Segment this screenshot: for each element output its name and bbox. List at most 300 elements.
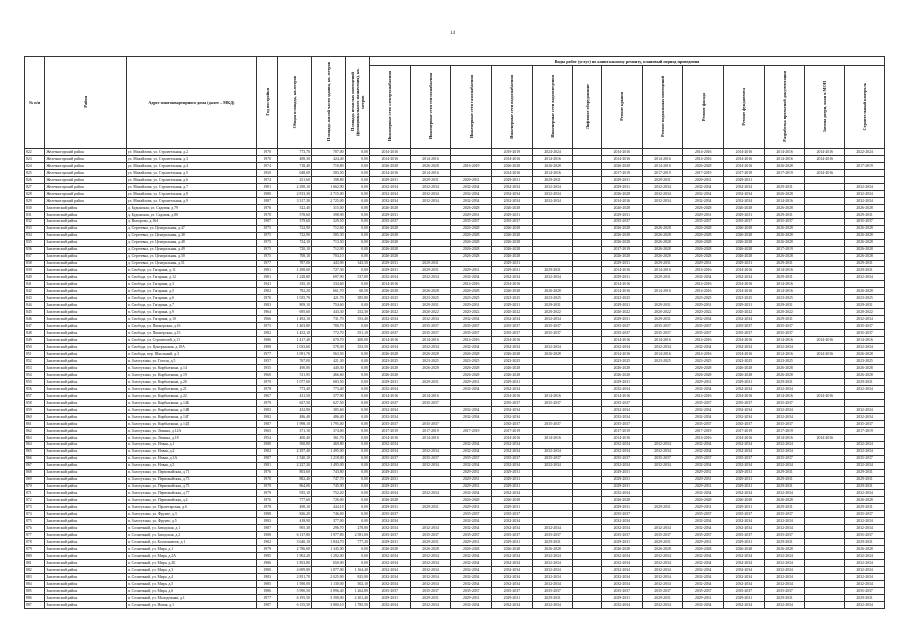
cell-year: 1983 — [257, 518, 278, 525]
cell-work-period: 2032-2034 — [845, 567, 885, 574]
cell-work-period — [805, 511, 845, 518]
cell-work-period: 2032-2034 — [369, 274, 410, 281]
cell-work-period — [642, 295, 683, 302]
cell-nonres-area: 278,80 — [345, 525, 369, 532]
cell-work-period: 2026-2028 — [410, 365, 451, 372]
cell-living-area: 486,40 — [311, 413, 345, 420]
cell-address: п. Золотухино, ул. Новая, д.3А — [126, 455, 256, 462]
cell-work-period — [532, 281, 573, 288]
cell-work-period — [573, 462, 601, 469]
cell-address: п. Золотухино, ул. Кирбыткина, д.14Д — [126, 420, 256, 427]
cell-work-period: 2029-2031 — [642, 595, 683, 602]
cell-work-period: 2032-2034 — [451, 406, 492, 413]
cell-work-period: 2029-2031 — [410, 504, 451, 511]
cell-total-area: 809,10 — [278, 302, 312, 309]
cell-work-period: 2032-2034 — [845, 448, 885, 455]
cell-work-period: 2026-2028 — [724, 225, 765, 232]
cell-work-period: 2035-2037 — [642, 532, 683, 539]
cell-work-period: 2026-2028 — [369, 253, 410, 260]
cell-work-period: 2029-2031 — [410, 260, 451, 267]
cell-num: 869 — [25, 476, 45, 483]
cell-work-period: 2017-2019 — [601, 246, 642, 253]
cell-work-period: 2020-2022 — [492, 309, 533, 316]
cell-total-area: 2 813,30 — [278, 190, 312, 197]
cell-work-period: 2026-2028 — [492, 239, 533, 246]
cell-work-period — [410, 218, 451, 225]
cell-year: 1974 — [257, 162, 278, 169]
cell-work-period — [764, 176, 805, 183]
cell-work-period: 2035-2037 — [724, 330, 765, 337]
cell-work-period: 2032-2034 — [492, 406, 533, 413]
cell-work-period: 2026-2028 — [601, 162, 642, 169]
cell-work-period: 2026-2028 — [492, 246, 533, 253]
cell-work-period: 2026-2028 — [451, 204, 492, 211]
cell-work-period — [532, 497, 573, 504]
cell-nonres-area: 0,00 — [345, 420, 369, 427]
cell-district: Заилтовский район — [45, 441, 126, 448]
cell-work-period — [642, 204, 683, 211]
cell-work-period: 2032-2034 — [532, 553, 573, 560]
cell-living-area: 683,50 — [311, 378, 345, 385]
cell-work-period: 2032-2034 — [451, 518, 492, 525]
cell-work-period — [451, 399, 492, 406]
cell-work-period: 2032-2034 — [492, 490, 533, 497]
cell-work-period: 2026-2028 — [845, 351, 885, 358]
cell-district: Заилтовский район — [45, 392, 126, 399]
cell-work-period — [410, 204, 451, 211]
cell-work-period: 2032-2034 — [683, 190, 724, 197]
cell-work-period — [805, 358, 845, 365]
cell-work-period: 2026-2028 — [492, 372, 533, 379]
cell-work-period: 2032-2034 — [532, 316, 573, 323]
cell-work-period: 2026-2028 — [845, 246, 885, 253]
cell-work-period: 2029-2031 — [764, 539, 805, 546]
col-total-area: Общая площадь, кв.метров — [278, 57, 312, 149]
cell-living-area: 1 877,00 — [311, 567, 345, 574]
cell-work-period: 2029-2031 — [601, 476, 642, 483]
cell-living-area: 444,10 — [311, 504, 345, 511]
cell-work-period — [532, 518, 573, 525]
cell-work-period: 2029-2031 — [642, 539, 683, 546]
cell-district: Заилтовский район — [45, 288, 126, 295]
table-row — [25, 595, 885, 602]
cell-work-period: 2029-2031 — [724, 504, 765, 511]
cell-living-area: 1 977,80 — [311, 532, 345, 539]
cell-work-period: 2026-2028 — [724, 246, 765, 253]
cell-total-area: 379,60 — [278, 218, 312, 225]
cell-work-period: 2014-2016 — [601, 197, 642, 204]
table-row — [25, 385, 885, 392]
cell-work-period — [410, 385, 451, 392]
cell-work-period: 2035-2037 — [532, 455, 573, 462]
cell-living-area: 2 025,90 — [311, 574, 345, 581]
cell-work-period: 2032-2034 — [683, 490, 724, 497]
cell-year: 1977 — [257, 595, 278, 602]
cell-work-period — [573, 372, 601, 379]
cell-address: п. Солнечный, ул. Мира, д.2Б — [126, 560, 256, 567]
cell-work-period: 2035-2037 — [764, 588, 805, 595]
table-row — [25, 344, 885, 351]
cell-work-period — [573, 274, 601, 281]
cell-work-period: 2032-2034 — [845, 525, 885, 532]
cell-work-period: 2032-2034 — [724, 385, 765, 392]
cell-work-period: 2029-2031 — [724, 378, 765, 385]
cell-work-period: 2032-2034 — [532, 581, 573, 588]
cell-work-period — [805, 567, 845, 574]
cell-total-area: 2 227,30 — [278, 462, 312, 469]
col-work-5: Лифтовое оборудование — [573, 66, 601, 149]
cell-year: 1981 — [257, 267, 278, 274]
cell-num: 851 — [25, 351, 45, 358]
cell-work-period: 2032-2034 — [492, 385, 533, 392]
cell-work-period: 2029-2031 — [845, 476, 885, 483]
cell-work-period — [805, 574, 845, 581]
cell-work-period — [573, 197, 601, 204]
cell-address: п. Золотухино, ул. Первомайская, д.71 — [126, 469, 256, 476]
cell-year: 1965 — [257, 427, 278, 434]
cell-work-period — [573, 344, 601, 351]
cell-work-period — [573, 246, 601, 253]
cell-num: 866 — [25, 455, 45, 462]
cell-total-area: 5 990,50 — [278, 588, 312, 595]
cell-work-period: 2029-2031 — [369, 483, 410, 490]
cell-work-period — [642, 365, 683, 372]
cell-work-period: 2032-2034 — [492, 567, 533, 574]
cell-work-period: 2014-2016 — [724, 155, 765, 162]
cell-work-period: 2032-2034 — [683, 581, 724, 588]
cell-district: Заилтовский район — [45, 448, 126, 455]
cell-total-area: 490,10 — [278, 504, 312, 511]
cell-district: Заилтовский район — [45, 399, 126, 406]
cell-address: ул. Михайлова, ул. Строительная, д.8 — [126, 190, 256, 197]
cell-work-period: 2029-2031 — [532, 176, 573, 183]
cell-work-period: 2035-2037 — [683, 330, 724, 337]
cell-work-period: 2032-2034 — [410, 344, 451, 351]
cell-work-period: 2026-2028 — [601, 372, 642, 379]
cell-work-period: 2032-2034 — [410, 581, 451, 588]
cell-total-area: 1 035,70 — [278, 295, 312, 302]
cell-work-period — [642, 399, 683, 406]
cell-work-period: 2032-2034 — [492, 574, 533, 581]
cell-work-period — [805, 525, 845, 532]
cell-work-period — [573, 490, 601, 497]
cell-work-period — [410, 246, 451, 253]
cell-total-area: 1 853,80 — [278, 560, 312, 567]
cell-address: п. Золотухино, ул. Пролетарская, д.6 — [126, 504, 256, 511]
col-district: Район — [45, 57, 126, 149]
cell-address: д. Выгорово, д.164 — [126, 218, 256, 225]
cell-work-period: 2032-2034 — [845, 581, 885, 588]
cell-work-period — [573, 385, 601, 392]
cell-nonres-area: 0,00 — [345, 392, 369, 399]
cell-total-area: 431,50 — [278, 392, 312, 399]
cell-total-area: 1 298,00 — [278, 267, 312, 274]
cell-num: 882 — [25, 567, 45, 574]
cell-address: д. Сергеевка, ул. Центральная, д.50 — [126, 253, 256, 260]
cell-work-period: 2035-2037 — [451, 532, 492, 539]
cell-work-period: 2032-2034 — [724, 448, 765, 455]
cell-nonres-area: 0,00 — [345, 155, 369, 162]
cell-nonres-area: 0,00 — [345, 511, 369, 518]
cell-work-period: 2035-2037 — [683, 511, 724, 518]
cell-num: 868 — [25, 469, 45, 476]
cell-num: 858 — [25, 399, 45, 406]
cell-nonres-area: 385,80 — [345, 295, 369, 302]
cell-work-period: 2035-2037 — [601, 399, 642, 406]
table-row — [25, 232, 885, 239]
cell-work-period: 2029-2031 — [451, 378, 492, 385]
cell-work-period: 2032-2034 — [369, 601, 410, 608]
cell-work-period — [532, 218, 573, 225]
cell-total-area: 371,10 — [278, 427, 312, 434]
cell-work-period: 2014-2016 — [369, 149, 410, 156]
cell-work-period: 2032-2034 — [601, 581, 642, 588]
cell-work-period: 2032-2034 — [451, 448, 492, 455]
cell-num: 847 — [25, 323, 45, 330]
cell-work-period — [642, 434, 683, 441]
cell-work-period: 2029-2031 — [764, 476, 805, 483]
cell-work-period — [532, 232, 573, 239]
cell-year: 1988 — [257, 511, 278, 518]
cell-work-period — [573, 267, 601, 274]
cell-work-period: 2032-2034 — [683, 344, 724, 351]
cell-nonres-area: 0,00 — [345, 546, 369, 553]
cell-address: п. Золотухино, ул. Гоголя, д.5 — [126, 358, 256, 365]
cell-work-period: 2032-2034 — [451, 553, 492, 560]
cell-nonres-area: 0,00 — [345, 427, 369, 434]
cell-work-period: 2032-2034 — [369, 525, 410, 532]
cell-work-period: 2032-2034 — [724, 190, 765, 197]
cell-num: 848 — [25, 330, 45, 337]
cell-work-period: 2035-2037 — [369, 455, 410, 462]
table-row — [25, 309, 885, 316]
cell-work-period: 2032-2034 — [492, 183, 533, 190]
cell-work-period: 2032-2034 — [601, 441, 642, 448]
cell-work-period: 2026-2028 — [451, 246, 492, 253]
cell-work-period — [573, 595, 601, 602]
cell-living-area: 712,60 — [311, 225, 345, 232]
cell-work-period: 2032-2034 — [601, 518, 642, 525]
cell-total-area: 882,40 — [278, 476, 312, 483]
cell-address: п. Свобода, ул. Гагарина, д.7 — [126, 302, 256, 309]
cell-work-period: 2023-2025 — [492, 358, 533, 365]
cell-work-period: 2026-2028 — [410, 351, 451, 358]
cell-work-period: 2032-2034 — [451, 574, 492, 581]
cell-year: 1982 — [257, 413, 278, 420]
cell-work-period: 2032-2034 — [492, 448, 533, 455]
cell-work-period — [532, 413, 573, 420]
cell-district: Заилтовский район — [45, 281, 126, 288]
cell-year: 1979 — [257, 546, 278, 553]
cell-work-period: 2026-2028 — [492, 204, 533, 211]
cell-num: 885 — [25, 588, 45, 595]
cell-work-period: 2017-2019 — [683, 169, 724, 176]
cell-address: п. Золотухино, ул. Кирбыткина, д.19 — [126, 372, 256, 379]
cell-work-period: 2026-2028 — [369, 162, 410, 169]
cell-work-period: 2032-2034 — [683, 518, 724, 525]
cell-work-period: 2029-2031 — [764, 260, 805, 267]
cell-work-period: 2029-2031 — [642, 504, 683, 511]
table-row — [25, 260, 885, 267]
cell-living-area: 704,10 — [311, 253, 345, 260]
cell-work-period: 2014-2016 — [369, 281, 410, 288]
cell-district: Заилтовский район — [45, 406, 126, 413]
cell-living-area: 747,70 — [311, 476, 345, 483]
cell-work-period: 2014-2016 — [642, 162, 683, 169]
cell-year: 1975 — [257, 239, 278, 246]
cell-work-period: 2029-2031 — [601, 483, 642, 490]
cell-work-period: 2032-2034 — [683, 553, 724, 560]
cell-work-period: 2032-2034 — [642, 183, 683, 190]
cell-work-period — [805, 190, 845, 197]
table-body — [25, 149, 885, 609]
cell-living-area: 727,30 — [311, 267, 345, 274]
cell-work-period — [845, 281, 885, 288]
cell-work-period: 2035-2037 — [724, 218, 765, 225]
cell-work-period — [805, 260, 845, 267]
cell-work-period: 2032-2034 — [845, 601, 885, 608]
cell-work-period: 2029-2031 — [451, 302, 492, 309]
cell-work-period — [805, 441, 845, 448]
cell-address: п. Золотухино, ул. Фрунзе, д.5 — [126, 518, 256, 525]
cell-work-period: 2032-2034 — [642, 574, 683, 581]
cell-work-period: 2032-2034 — [683, 413, 724, 420]
cell-work-period: 2017-2019 — [724, 427, 765, 434]
cell-work-period: 2029-2031 — [492, 260, 533, 267]
cell-total-area: 720,10 — [278, 246, 312, 253]
cell-work-period: 2017-2019 — [764, 169, 805, 176]
cell-work-period: 2032-2034 — [764, 462, 805, 469]
cell-work-period: 2026-2028 — [369, 365, 410, 372]
cell-work-period: 2023-2025 — [451, 358, 492, 365]
cell-work-period — [642, 490, 683, 497]
cell-work-period: 2032-2034 — [410, 197, 451, 204]
cell-work-period: 2032-2034 — [724, 406, 765, 413]
cell-work-period: 2032-2034 — [492, 413, 533, 420]
cell-work-period: 2017-2019 — [601, 169, 642, 176]
cell-work-period — [805, 406, 845, 413]
cell-work-period — [642, 427, 683, 434]
cell-work-period: 2032-2034 — [642, 344, 683, 351]
cell-work-period: 2035-2037 — [601, 330, 642, 337]
cell-year: 1981 — [257, 183, 278, 190]
cell-address: п. Золотухино, ул. Кирбыткина, д.22 — [126, 392, 256, 399]
cell-address: д. Сергеевка, ул. Центральная, д.47 — [126, 225, 256, 232]
cell-living-area: 1 218,00 — [311, 455, 345, 462]
cell-living-area: 1 662,90 — [311, 183, 345, 190]
cell-work-period: 2032-2034 — [724, 525, 765, 532]
col-address: Адрес многоквартирного дома (далее – МКД) — [126, 57, 256, 149]
cell-work-period — [845, 399, 885, 406]
cell-work-period: 2032-2034 — [601, 344, 642, 351]
cell-work-period: 2032-2034 — [845, 518, 885, 525]
cell-work-period: 2029-2031 — [764, 595, 805, 602]
col-work-4: Инженерные сети водоотведения — [532, 66, 573, 149]
cell-nonres-area: 0,00 — [345, 197, 369, 204]
cell-year: 1980 — [257, 441, 278, 448]
cell-work-period: 2032-2034 — [683, 601, 724, 608]
cell-living-area: 296,70 — [311, 525, 345, 532]
table-header — [25, 57, 885, 149]
cell-work-period: 2026-2028 — [642, 253, 683, 260]
cell-work-period: 2032-2034 — [724, 462, 765, 469]
cell-district: Заилтовский район — [45, 427, 126, 434]
cell-work-period — [410, 372, 451, 379]
cell-total-area: 486,40 — [278, 413, 312, 420]
cell-work-period: 2029-2031 — [492, 176, 533, 183]
table-row — [25, 497, 885, 504]
cell-living-area: 578,30 — [311, 344, 345, 351]
table-row — [25, 469, 885, 476]
cell-district: Заилтовский район — [45, 601, 126, 608]
cell-work-period: 2014-2016 — [410, 169, 451, 176]
cell-work-period: 2029-2031 — [451, 595, 492, 602]
cell-nonres-area: 0,00 — [345, 518, 369, 525]
cell-work-period — [532, 337, 573, 344]
cell-work-period — [805, 274, 845, 281]
cell-work-period: 2035-2037 — [369, 511, 410, 518]
cell-address: п. Свобода, ул. Гагарина, д.11 — [126, 267, 256, 274]
cell-address: п. Золотухино, ул. Первомайская, д.4 — [126, 497, 256, 504]
table-row — [25, 553, 885, 560]
col-num: № п/п — [25, 57, 45, 149]
cell-num: 873 — [25, 504, 45, 511]
cell-work-period: 2029-2031 — [451, 211, 492, 218]
table-row — [25, 601, 885, 608]
cell-work-period: 2029-2031 — [683, 539, 724, 546]
cell-work-period — [573, 330, 601, 337]
cell-work-period: 2026-2028 — [451, 351, 492, 358]
table-row — [25, 288, 885, 295]
cell-address: д. Сергеевка, ул. Центральная, д.48 — [126, 239, 256, 246]
cell-total-area: 1 091,70 — [278, 351, 312, 358]
cell-work-period: 2020-2022 — [764, 309, 805, 316]
cell-district: Железногорский район — [45, 169, 126, 176]
cell-work-period — [642, 476, 683, 483]
cell-total-area: 1 403,80 — [278, 323, 312, 330]
cell-nonres-area: 0,00 — [345, 553, 369, 560]
cell-year: 1975 — [257, 225, 278, 232]
cell-district: Заилтовский район — [45, 260, 126, 267]
cell-address: п. Золотухино, ул. Первомайская, д.73 — [126, 476, 256, 483]
cell-nonres-area: 777,20 — [345, 539, 369, 546]
col-living-area: Площадь жилой части здания, кв. метров — [311, 57, 345, 149]
cell-work-period: 2032-2034 — [601, 553, 642, 560]
cell-work-period — [805, 330, 845, 337]
cell-work-period: 2014-2016 — [601, 149, 642, 156]
cell-work-period — [532, 378, 573, 385]
cell-work-period: 2017-2019 — [845, 427, 885, 434]
cell-work-period: 2035-2037 — [724, 511, 765, 518]
cell-work-period: 2035-2037 — [492, 455, 533, 462]
cell-work-period: 2029-2031 — [410, 176, 451, 183]
cell-nonres-area: 0,00 — [345, 190, 369, 197]
cell-work-period — [642, 497, 683, 504]
cell-work-period: 2026-2028 — [410, 162, 451, 169]
cell-district: Заилтовский район — [45, 337, 126, 344]
cell-num: 826 — [25, 176, 45, 183]
cell-work-period: 2032-2034 — [642, 581, 683, 588]
cell-nonres-area: 0,00 — [345, 162, 369, 169]
cell-work-period: 2026-2028 — [764, 253, 805, 260]
cell-year: 1977 — [257, 351, 278, 358]
cell-address: п. Золотухино, ул. Первомайская, д.77 — [126, 490, 256, 497]
cell-work-period: 2032-2034 — [532, 601, 573, 608]
cell-work-period: 2026-2028 — [492, 365, 533, 372]
cell-year: 1978 — [257, 504, 278, 511]
cell-work-period: 2032-2034 — [492, 344, 533, 351]
cell-work-period: 2014-2016 — [845, 337, 885, 344]
